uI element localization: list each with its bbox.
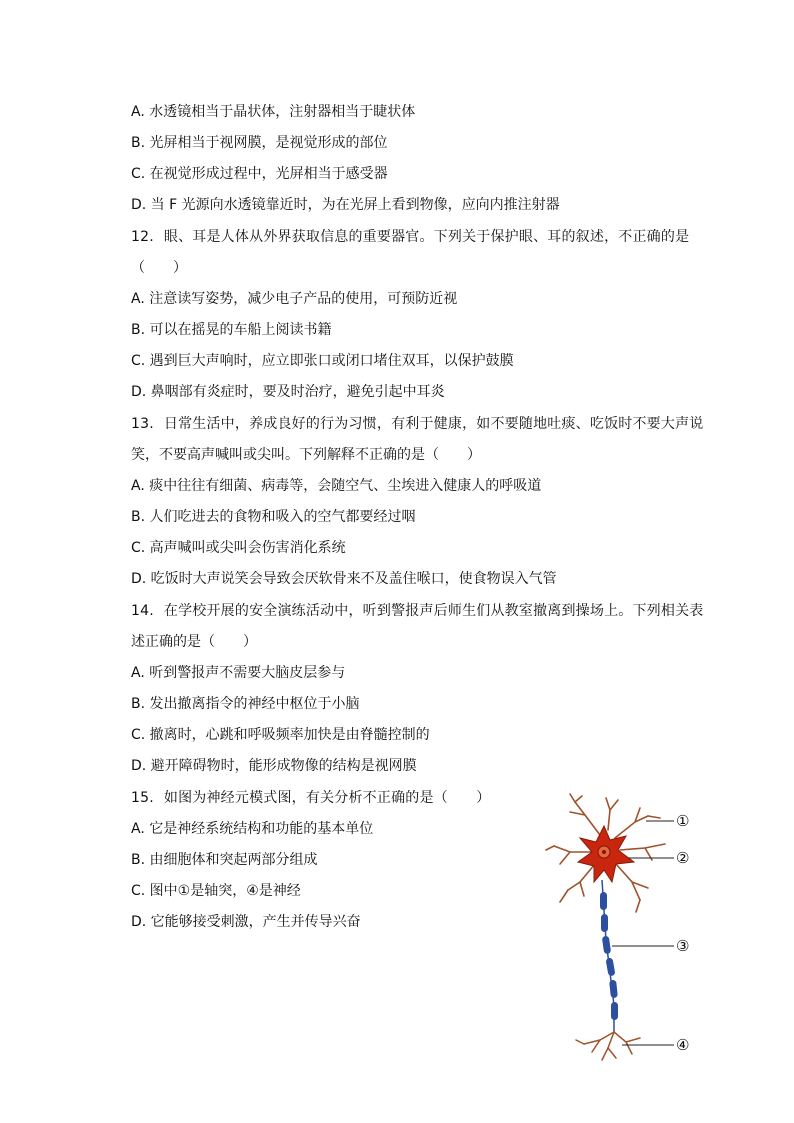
q13-stem-line2: 笑，不要高声喊叫或尖叫。下列解释不正确的是（ ） bbox=[131, 447, 481, 463]
q15-number: 15. bbox=[131, 790, 154, 806]
figure-label-3: ③ bbox=[676, 937, 690, 955]
q11-option-d: D. 当 F 光源向水透镜靠近时，为在光屏上看到物像，应向内推注射器 bbox=[131, 197, 560, 213]
q15-stem bbox=[131, 788, 490, 808]
q15-option-b: B. 由细胞体和突起两部分组成 bbox=[131, 852, 318, 868]
q12-number: 12. bbox=[131, 229, 154, 245]
neuron-diagram bbox=[540, 790, 710, 1070]
q14-number: 14. bbox=[131, 603, 154, 619]
q15-option-d: D. 它能够接受刺激，产生并传导兴奋 bbox=[131, 914, 361, 930]
q15-stem-line1: 如图为神经元模式图，有关分析不正确的是（ ） bbox=[163, 790, 491, 806]
q14-stem-line1: 在学校开展的安全演练活动中，听到警报声后师生们从教室撤离到操场上。下列相关表 bbox=[163, 603, 704, 619]
q11-option-b: B. 光屏相当于视网膜，是视觉形成的部位 bbox=[131, 135, 388, 151]
q13-number: 13. bbox=[131, 416, 154, 432]
q13-option-a: A. 痰中往往有细菌、病毒等，会随空气、尘埃进入健康人的呼吸道 bbox=[131, 478, 542, 494]
q13-option-d: D. 吃饭时大声说笑会导致会厌软骨来不及盖住喉口，使食物误入气管 bbox=[131, 571, 557, 587]
axon-terminals bbox=[576, 1032, 640, 1060]
myelin-sheath bbox=[600, 892, 618, 1020]
q12-stem bbox=[131, 227, 689, 247]
q12-option-a: A. 注意读写姿势，减少电子产品的使用，可预防近视 bbox=[131, 291, 458, 307]
q15-option-a: A. 它是神经系统结构和功能的基本单位 bbox=[131, 821, 374, 837]
q12-stem-line1: 眼、耳是人体从外界获取信息的重要器官。下列关于保护眼、耳的叙述，不正确的是 bbox=[163, 229, 690, 245]
q13-option-c: C. 高声喊叫或尖叫会伤害消化系统 bbox=[131, 540, 346, 556]
q11-option-c: C. 在视觉形成过程中，光屏相当于感受器 bbox=[131, 166, 388, 182]
q13-option-b: B. 人们吃进去的食物和吸入的空气都要经过咽 bbox=[131, 509, 416, 525]
q12-option-d: D. 鼻咽部有炎症时，要及时治疗，避免引起中耳炎 bbox=[131, 384, 445, 400]
q12-option-c: C. 遇到巨大声响时，应立即张口或闭口堵住双耳，以保护鼓膜 bbox=[131, 353, 514, 369]
q13-stem bbox=[131, 414, 703, 434]
q14-stem-line2: 述正确的是（ ） bbox=[131, 634, 257, 650]
q12-option-b: B. 可以在摇晃的车船上阅读书籍 bbox=[131, 322, 332, 338]
q14-option-d: D. 避开障碍物时，能形成物像的结构是视网膜 bbox=[131, 758, 417, 774]
q12-stem-line2: （ ） bbox=[131, 260, 187, 276]
q14-option-b: B. 发出撤离指令的神经中枢位于小脑 bbox=[131, 696, 360, 712]
figure-label-1: ① bbox=[676, 812, 690, 830]
figure-label-2: ② bbox=[676, 849, 690, 867]
q14-option-a: A. 听到警报声不需要大脑皮层参与 bbox=[131, 665, 346, 681]
q13-stem-line1: 日常生活中，养成良好的行为习惯，有利于健康，如不要随地吐痰、吃饭时不要大声说 bbox=[163, 416, 704, 432]
figure-label-4: ④ bbox=[676, 1036, 690, 1054]
q14-option-c: C. 撤离时，心跳和呼吸频率加快是由脊髓控制的 bbox=[131, 727, 430, 743]
nucleolus bbox=[602, 850, 606, 854]
q11-option-a: A. 水透镜相当于晶状体，注射器相当于睫状体 bbox=[131, 104, 416, 120]
q15-option-c: C. 图中①是轴突，④是神经 bbox=[131, 883, 301, 899]
q14-stem bbox=[131, 601, 703, 621]
